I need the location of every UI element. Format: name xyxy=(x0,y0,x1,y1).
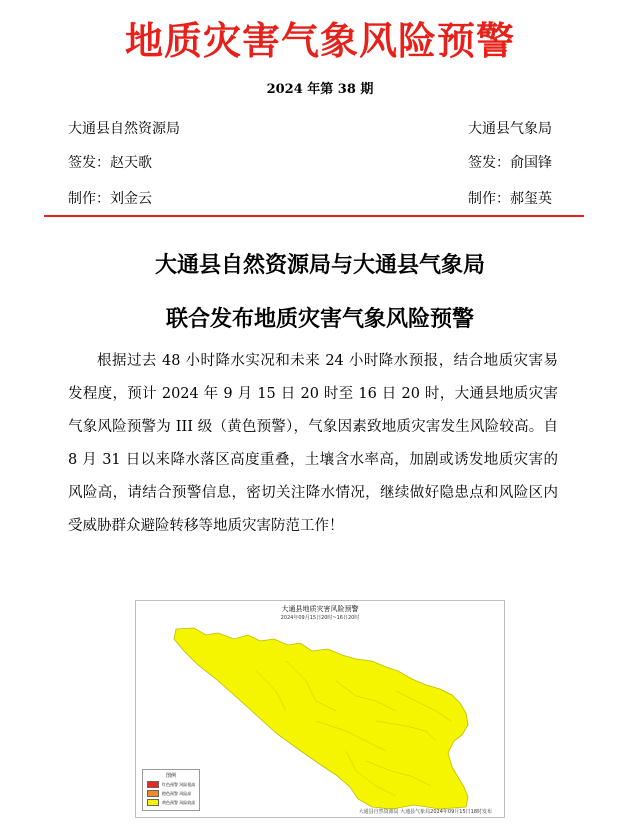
headline-line1: 大通县自然资源局与大通县气象局 xyxy=(154,253,485,278)
map-source: 大通县自然资源局 大通县气象局2024年09月15日18时发布 xyxy=(358,809,492,815)
legend-title: 图例 xyxy=(165,773,176,779)
county-region-shape xyxy=(174,628,468,809)
map-title: 大通县地质灾害风险预警 xyxy=(281,605,359,613)
legend-swatch-red xyxy=(147,781,159,788)
headline-line2: 联合发布地质灾害气象风险预警 xyxy=(165,307,474,332)
signer-row xyxy=(68,152,552,172)
legend-label-yellow: 黄色预警 风险较高 xyxy=(162,799,196,805)
legend-label-red: 红色预警 风险很高 xyxy=(162,781,196,787)
map-legend xyxy=(142,769,200,811)
legend-item-red xyxy=(147,781,199,788)
maker-right: 制作：郝玺英 xyxy=(468,191,552,207)
masthead-title: 地质灾害气象风险预警 xyxy=(124,19,515,63)
map-subtitle: 2024年09月15日20时~16日20时 xyxy=(280,615,360,621)
legend-item-yellow xyxy=(147,799,199,806)
signer-left: 签发：赵天歌 xyxy=(68,155,152,171)
red-divider xyxy=(44,215,584,217)
issuer-left: 大通县自然资源局 xyxy=(68,121,180,137)
legend-label-orange: 橙色预警 风险高 xyxy=(162,790,192,796)
signer-right: 签发：俞国锋 xyxy=(468,155,552,171)
legend-item-orange xyxy=(147,790,199,797)
maker-row xyxy=(68,188,552,208)
issue-number: 2024 年第 38 期 xyxy=(266,82,374,97)
maker-left: 制作：刘金云 xyxy=(68,191,152,207)
issuer-right: 大通县气象局 xyxy=(468,121,552,137)
legend-swatch-yellow xyxy=(147,799,159,806)
issuer-row xyxy=(68,118,552,138)
legend-swatch-orange xyxy=(147,790,159,797)
body-paragraph: 根据过去 48 小时降水实况和未来 24 小时降水预报，结合地质灾害易发程度，预计 2024 年 9 月 15 日 20 时至 16 日 20 时，大通县地质灾害气象风险预警为 III 级（黄色预警），气象因素致地质灾害发生风险较高。自 8 月 31 日以来降水落区高度重叠，土壤含水率高，加剧或诱发地质灾害的风险高，请结合预警信息，密切关注降水情况，继续做好隐患点和风险区内受威胁群众避险转移等地质灾害防范工作！ xyxy=(68,353,558,534)
risk-map xyxy=(135,600,505,818)
